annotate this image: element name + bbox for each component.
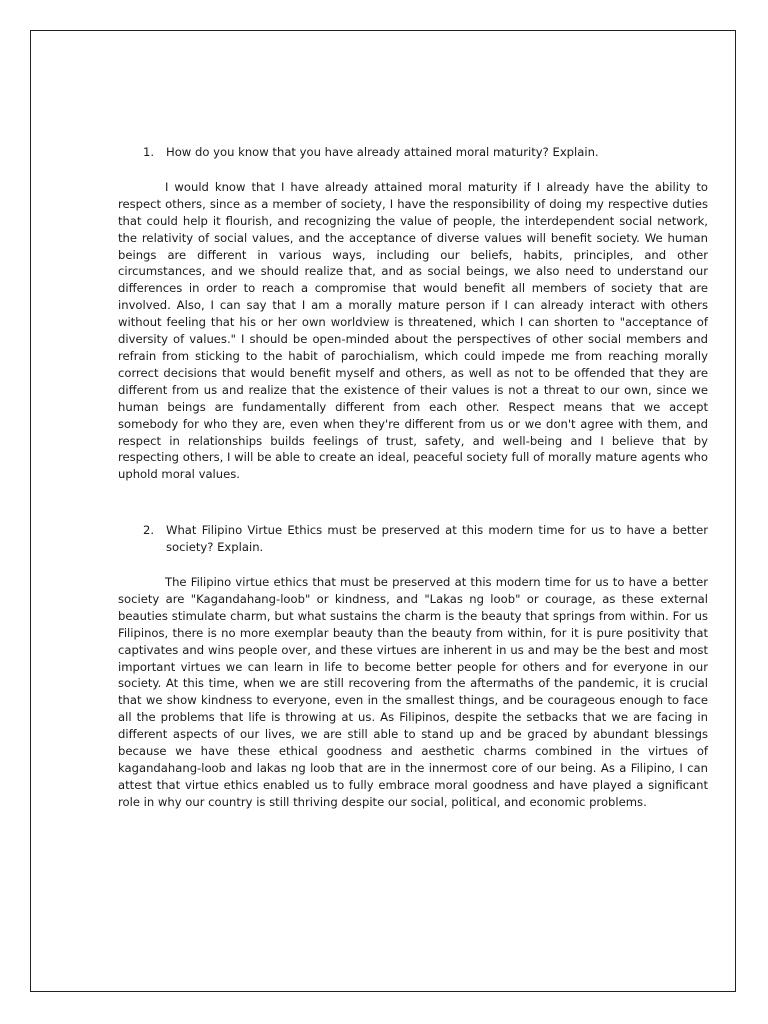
question-1-number: 1. xyxy=(143,145,155,159)
answer-2-paragraph: The Filipino virtue ethics that must be preserved at this modern time for us to have a better society are "Kagandahang-loob" or kindness, and "Lakas ng loob" or courage, as these external beauties stimulate charm, but what sustains the charm is the beauty that springs from within. For us Filipinos, there is no more exemplar beauty than the beauty from within, for it is pure positivity that captivates and wins people over, and these virtues are inherent in us and may be the best and most important virtues we can learn in life to become better people for others and for everyone in our society. At this time, when we are still recovering from the aftermaths of the pandemic, it is crucial that we show kindness to everyone, even in the smallest things, and be courageous enough to face all the problems that life is throwing at us. As Filipinos, despite the setbacks that we are facing in different aspects of our lives, we are still able to stand up and be graced by abundant blessings because we have these ethical goodness and aesthetic charms combined in the virtues of kagandahang-loob and lakas ng loob that are in the innermost core of our being. As a Filipino, I can attest that virtue ethics enabled us to fully embrace moral goodness and have played a significant role in why our country is still thriving despite our social, political, and economic problems. xyxy=(118,575,708,809)
answer-1-paragraph: I would know that I have already attained moral maturity if I already have the ability to respect others, since as a member of society, I have the responsibility of doing my respective duties that could help it flourish, and recognizing the value of people, the interdependent social network, the relativity of social values, and the acceptance of diverse values will benefit society. We human beings are different in various ways, including our beliefs, habits, principles, and other circumstances, and we should realize that, and as social beings, we also need to understand our differences in order to reach a compromise that would benefit all members of society that are involved. Also, I can say that I am a morally mature person if I can already interact with others without feeling that his or her own worldview is threatened, which I can shorten to "acceptance of diversity of values." I should be open-minded about the perspectives of other social members and refrain from sticking to the habit of parochialism, which could impede me from reaching morally correct decisions that would benefit myself and others, as well as not to be offended that they are different from us and realize that the existence of their values is not a threat to our own, since we human beings are fundamentally different from each other. Respect means that we accept somebody for who they are, even when they're different from us or we don't agree with them, and respect in relationships builds feelings of trust, safety, and well-being and I believe that by respecting others, I will be able to create an ideal, peaceful society full of morally mature agents who uphold moral values. xyxy=(118,179,708,482)
document-body xyxy=(118,139,708,811)
question-2-text: What Filipino Virtue Ethics must be preserved at this modern time for us to have a better society? Explain. xyxy=(166,523,708,555)
question-2-number: 2. xyxy=(143,523,155,538)
document-page xyxy=(30,30,736,992)
question-2 xyxy=(118,522,708,556)
question-1-text: How do you know that you have already attained moral maturity? Explain. xyxy=(166,145,599,159)
question-1 xyxy=(118,144,708,161)
